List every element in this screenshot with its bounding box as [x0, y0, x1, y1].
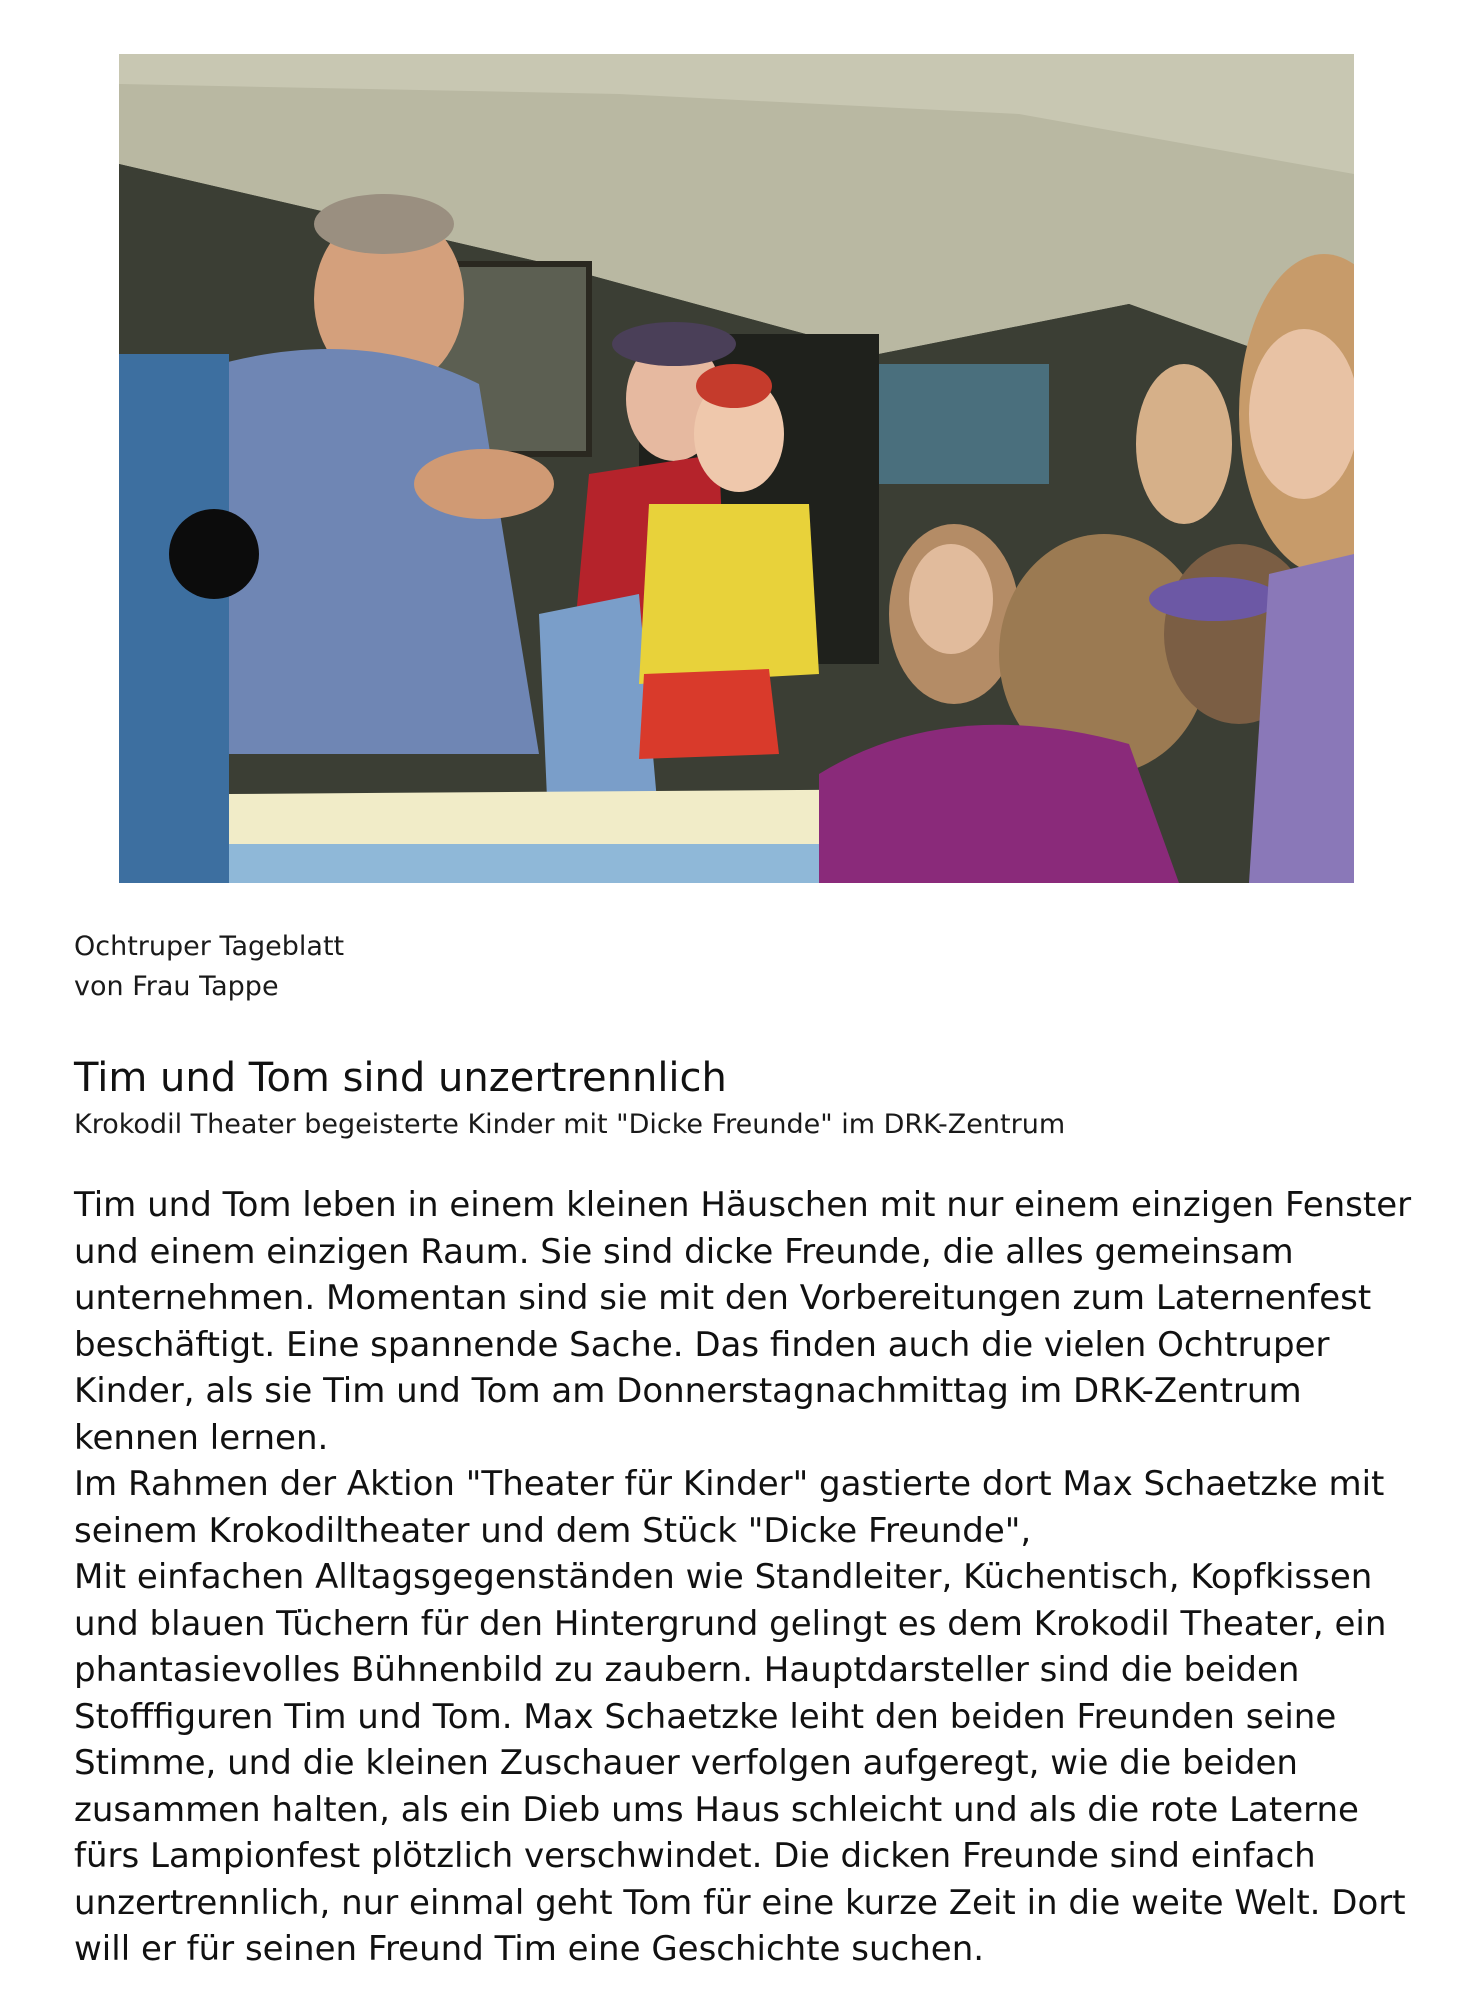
author-line: von Frau Tappe — [74, 971, 279, 1002]
article-paragraph: Im Rahmen der Aktion "Theater für Kinder" gastierte dort Max Schaetzke mit seinem Krokodiltheater und dem Stück "Dicke Freunde", — [74, 1464, 1385, 1551]
child-face-shape — [909, 544, 993, 654]
source-credit — [74, 927, 344, 1007]
puppet-tom-cap-shape — [612, 322, 736, 366]
background-girl-shape — [1136, 364, 1232, 524]
puppet-tim-shorts-shape — [639, 669, 779, 759]
article-paragraph: Mit einfachen Alltagsgegenständen wie Standleiter, Küchentisch, Kopfkissen und blauen Tüchern für den Hintergrund gelingt es dem Krokodil Theater, ein phantasievolles Bühnenbild zu zaubern. Hauptdarsteller sind die beiden Stofffiguren Tim und Tom. Max Schaetzke leiht den beiden Freunden seine Stimme, und die kleinen Zuschauer verfolgen aufgeregt, wie die beiden zusammen halten, als ein Dieb ums Haus schleicht und als die rote Laterne fürs Lampionfest plötzlich verschwindet. Die dicken Freunde sind einfach unzertrennlich, nur einmal geht Tom für eine kurze Zeit in die weite Welt. Dort will er für seinen Freund Tim eine Geschichte suchen. — [74, 1557, 1406, 1969]
headband-shape — [1149, 577, 1279, 621]
puppet-tim-shirt-shape — [639, 504, 819, 684]
purple-jacket-shape — [819, 725, 1179, 883]
checkered-curtain-shape — [119, 354, 229, 883]
photo-illustration — [119, 54, 1354, 883]
performer-hand-shape — [414, 449, 554, 519]
article-headline: Tim und Tom sind unzertrennlich — [74, 1055, 727, 1101]
performer-hair-shape — [314, 194, 454, 254]
article-photo — [119, 54, 1354, 883]
puppet-tim-hair-shape — [696, 364, 772, 408]
blue-box-shape — [879, 364, 1049, 484]
newspaper-name: Ochtruper Tageblatt — [74, 931, 345, 962]
black-sphere-shape — [169, 509, 259, 599]
tablecloth-pattern-shape — [229, 844, 899, 883]
article-body — [74, 1182, 1414, 1973]
tall-girl-face-shape — [1249, 329, 1354, 499]
article-paragraph: Tim und Tom leben in einem kleinen Häuschen mit nur einem einzigen Fenster und einem einzigen Raum. Sie sind dicke Freunde, die alles gemeinsam unternehmen. Momentan sind sie mit den Vorbereitungen zum Laternenfest beschäftigt. Eine spannende Sache. Das finden auch die vielen Ochtruper Kinder, als sie Tim und Tom am Donnerstagnachmittag im DRK-Zentrum kennen lernen. — [74, 1185, 1412, 1458]
article-subheadline: Krokodil Theater begeisterte Kinder mit "Dicke Freunde" im DRK-Zentrum — [74, 1109, 1066, 1140]
